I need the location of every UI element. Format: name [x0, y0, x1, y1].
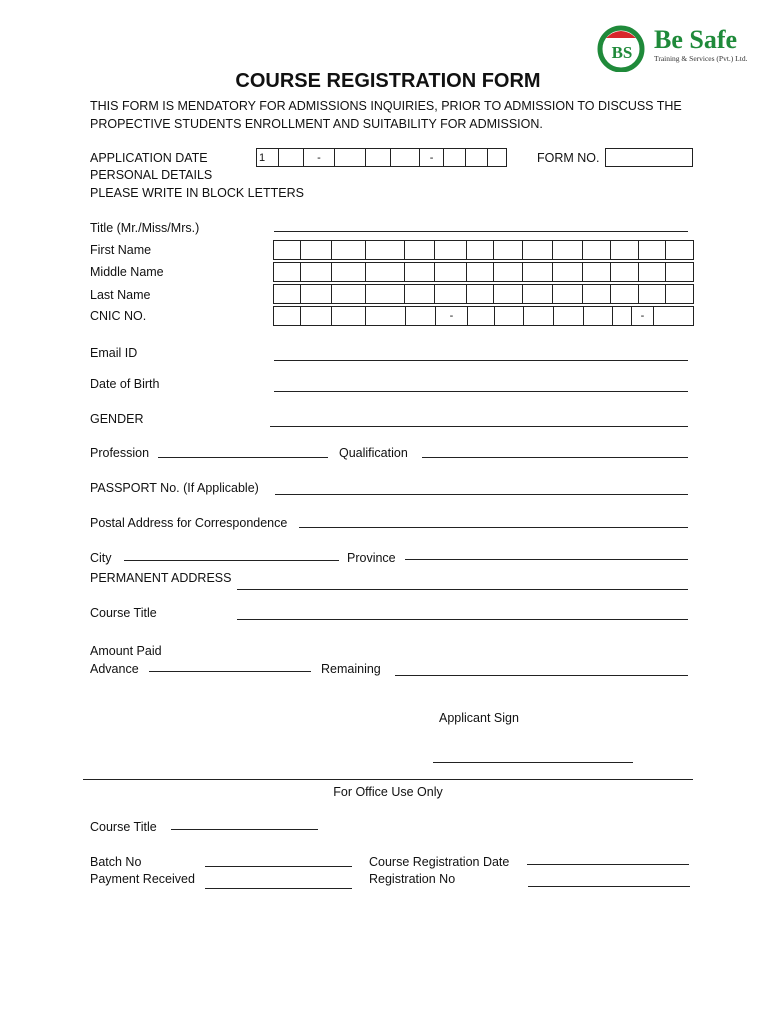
form-intro: THIS FORM IS MENDATORY FOR ADMISSIONS INQUIRIES, PRIOR TO ADMISSION TO DISCUSS THE PROPECTIVE STUDENTS ENROLLMENT AND SUITABILITY FOR ADMISSION. — [90, 99, 682, 131]
letter-box[interactable] — [435, 285, 467, 303]
letter-box[interactable] — [301, 285, 332, 303]
application-date-boxes[interactable] — [256, 148, 507, 167]
letter-box[interactable] — [654, 307, 675, 325]
letter-box[interactable] — [405, 241, 435, 259]
postal-address-line[interactable] — [299, 527, 688, 528]
first-name-label: First Name — [90, 243, 152, 257]
registration-no-label: Registration No — [369, 872, 456, 886]
province-label: Province — [347, 551, 396, 565]
letter-box[interactable] — [332, 241, 366, 259]
cnic-boxes[interactable] — [273, 306, 694, 326]
letter-box[interactable] — [554, 307, 584, 325]
date-digit-box[interactable] — [488, 149, 506, 166]
date-digit-box[interactable] — [444, 149, 466, 166]
letter-box[interactable] — [435, 263, 467, 281]
date-digit-box[interactable] — [279, 149, 304, 166]
letter-box[interactable] — [332, 307, 366, 325]
letter-box[interactable] — [467, 285, 494, 303]
block-letters-note: PLEASE WRITE IN BLOCK LETTERS — [90, 186, 304, 200]
letter-box[interactable] — [467, 263, 494, 281]
date-digit-box[interactable] — [335, 149, 366, 166]
letter-box[interactable] — [494, 285, 523, 303]
passport-line[interactable] — [275, 494, 688, 495]
course-title-label: Course Title — [90, 606, 157, 620]
letter-box[interactable] — [405, 263, 435, 281]
city-label: City — [90, 551, 112, 565]
cnic-separator-box: - — [436, 307, 468, 325]
letter-box[interactable] — [583, 263, 612, 281]
dob-label: Date of Birth — [90, 377, 160, 391]
postal-address-label: Postal Address for Correspondence — [90, 516, 288, 530]
course-registration-date-label: Course Registration Date — [369, 855, 510, 869]
letter-box[interactable] — [366, 263, 406, 281]
letter-box[interactable] — [301, 263, 332, 281]
letter-box[interactable] — [366, 307, 406, 325]
letter-box[interactable] — [301, 241, 332, 259]
date-digit-box[interactable] — [366, 149, 391, 166]
office-use-heading: For Office Use Only — [333, 785, 443, 799]
advance-line[interactable] — [149, 671, 311, 672]
form-no-label: FORM NO. — [537, 151, 600, 165]
gender-label: GENDER — [90, 412, 144, 426]
letter-box[interactable] — [301, 307, 332, 325]
letter-box[interactable] — [467, 241, 494, 259]
letter-box[interactable] — [274, 263, 301, 281]
letter-box[interactable] — [553, 241, 583, 259]
dob-line[interactable] — [274, 391, 688, 392]
date-separator-box: - — [304, 149, 336, 166]
letter-box[interactable] — [274, 307, 301, 325]
letter-box[interactable] — [494, 263, 523, 281]
permanent-address-label: PERMANENT ADDRESS — [90, 571, 232, 585]
letter-box[interactable] — [274, 285, 301, 303]
letter-box[interactable] — [553, 263, 583, 281]
letter-box[interactable] — [495, 307, 524, 325]
batch-no-line[interactable] — [205, 866, 352, 867]
letter-box[interactable] — [639, 241, 666, 259]
letter-box[interactable] — [523, 263, 553, 281]
letter-box[interactable] — [666, 263, 693, 281]
cnic-separator-box: - — [632, 307, 654, 325]
first-name-boxes[interactable] — [273, 240, 694, 260]
letter-box[interactable] — [639, 263, 666, 281]
letter-box[interactable] — [639, 285, 666, 303]
letter-box[interactable] — [524, 307, 554, 325]
middle-name-label: Middle Name — [90, 265, 164, 279]
qualification-label: Qualification — [339, 446, 408, 460]
middle-name-boxes[interactable] — [273, 262, 694, 282]
letter-box[interactable] — [274, 241, 301, 259]
applicant-sign-label: Applicant Sign — [439, 711, 519, 725]
letter-box[interactable] — [583, 285, 612, 303]
letter-box[interactable] — [666, 285, 693, 303]
date-separator-box: - — [420, 149, 445, 166]
letter-box[interactable] — [611, 241, 639, 259]
date-digit-box[interactable] — [391, 149, 420, 166]
province-line[interactable] — [405, 559, 688, 560]
registration-no-line[interactable] — [528, 886, 690, 887]
application-date-label: APPLICATION DATE — [90, 151, 208, 165]
letter-box[interactable] — [583, 241, 612, 259]
letter-box[interactable] — [553, 285, 583, 303]
logo-mark-text: BS — [611, 43, 633, 62]
letter-box[interactable] — [332, 285, 366, 303]
course-title-line[interactable] — [237, 619, 688, 620]
form-title: COURSE REGISTRATION FORM — [235, 70, 541, 92]
profession-label: Profession — [90, 446, 150, 460]
letter-box[interactable] — [332, 263, 366, 281]
brand-subtitle: Training & Services (Pvt.) Ltd. — [654, 54, 748, 63]
profession-line[interactable] — [158, 457, 328, 458]
letter-box[interactable] — [435, 241, 467, 259]
office-divider — [83, 779, 693, 780]
gender-line[interactable] — [270, 426, 688, 427]
form-no-box[interactable] — [605, 148, 693, 167]
last-name-label: Last Name — [90, 288, 151, 302]
date-digit-box[interactable] — [466, 149, 488, 166]
office-course-title-line[interactable] — [171, 829, 318, 830]
cnic-label: CNIC NO. — [90, 309, 147, 323]
letter-box[interactable] — [611, 263, 639, 281]
email-label: Email ID — [90, 346, 138, 360]
qualification-line[interactable] — [422, 457, 688, 458]
letter-box[interactable] — [611, 285, 639, 303]
permanent-address-line[interactable] — [237, 589, 688, 590]
letter-box[interactable] — [405, 285, 435, 303]
letter-box[interactable] — [468, 307, 495, 325]
amount-paid-label: Amount Paid — [90, 644, 162, 658]
office-course-title-label: Course Title — [90, 820, 157, 834]
city-line[interactable] — [124, 560, 339, 561]
letter-box[interactable] — [494, 241, 523, 259]
letter-box[interactable] — [584, 307, 613, 325]
advance-label: Advance — [90, 662, 139, 676]
last-name-boxes[interactable] — [273, 284, 694, 304]
be-safe-logo-icon — [596, 22, 646, 72]
letter-box[interactable] — [366, 285, 406, 303]
letter-box[interactable] — [523, 241, 553, 259]
letter-box[interactable] — [613, 307, 632, 325]
letter-box[interactable] — [523, 285, 553, 303]
remaining-line[interactable] — [395, 675, 688, 676]
course-registration-date-line[interactable] — [527, 864, 689, 865]
brand-name: Be Safe — [654, 25, 738, 54]
remaining-label: Remaining — [321, 662, 381, 676]
personal-details-label: PERSONAL DETAILS — [90, 168, 213, 182]
title-line[interactable] — [274, 231, 688, 232]
letter-box[interactable] — [406, 307, 436, 325]
letter-box[interactable] — [666, 241, 693, 259]
passport-label: PASSPORT No. (If Applicable) — [90, 481, 259, 495]
date-digit-box[interactable]: 1 — [257, 149, 279, 166]
applicant-sign-line[interactable] — [433, 762, 633, 763]
payment-received-line[interactable] — [205, 888, 352, 889]
email-line[interactable] — [274, 360, 688, 361]
title-label: Title (Mr./Miss/Mrs.) — [90, 221, 200, 235]
batch-no-label: Batch No — [90, 855, 142, 869]
letter-box[interactable] — [366, 241, 406, 259]
payment-received-label: Payment Received — [90, 872, 195, 886]
